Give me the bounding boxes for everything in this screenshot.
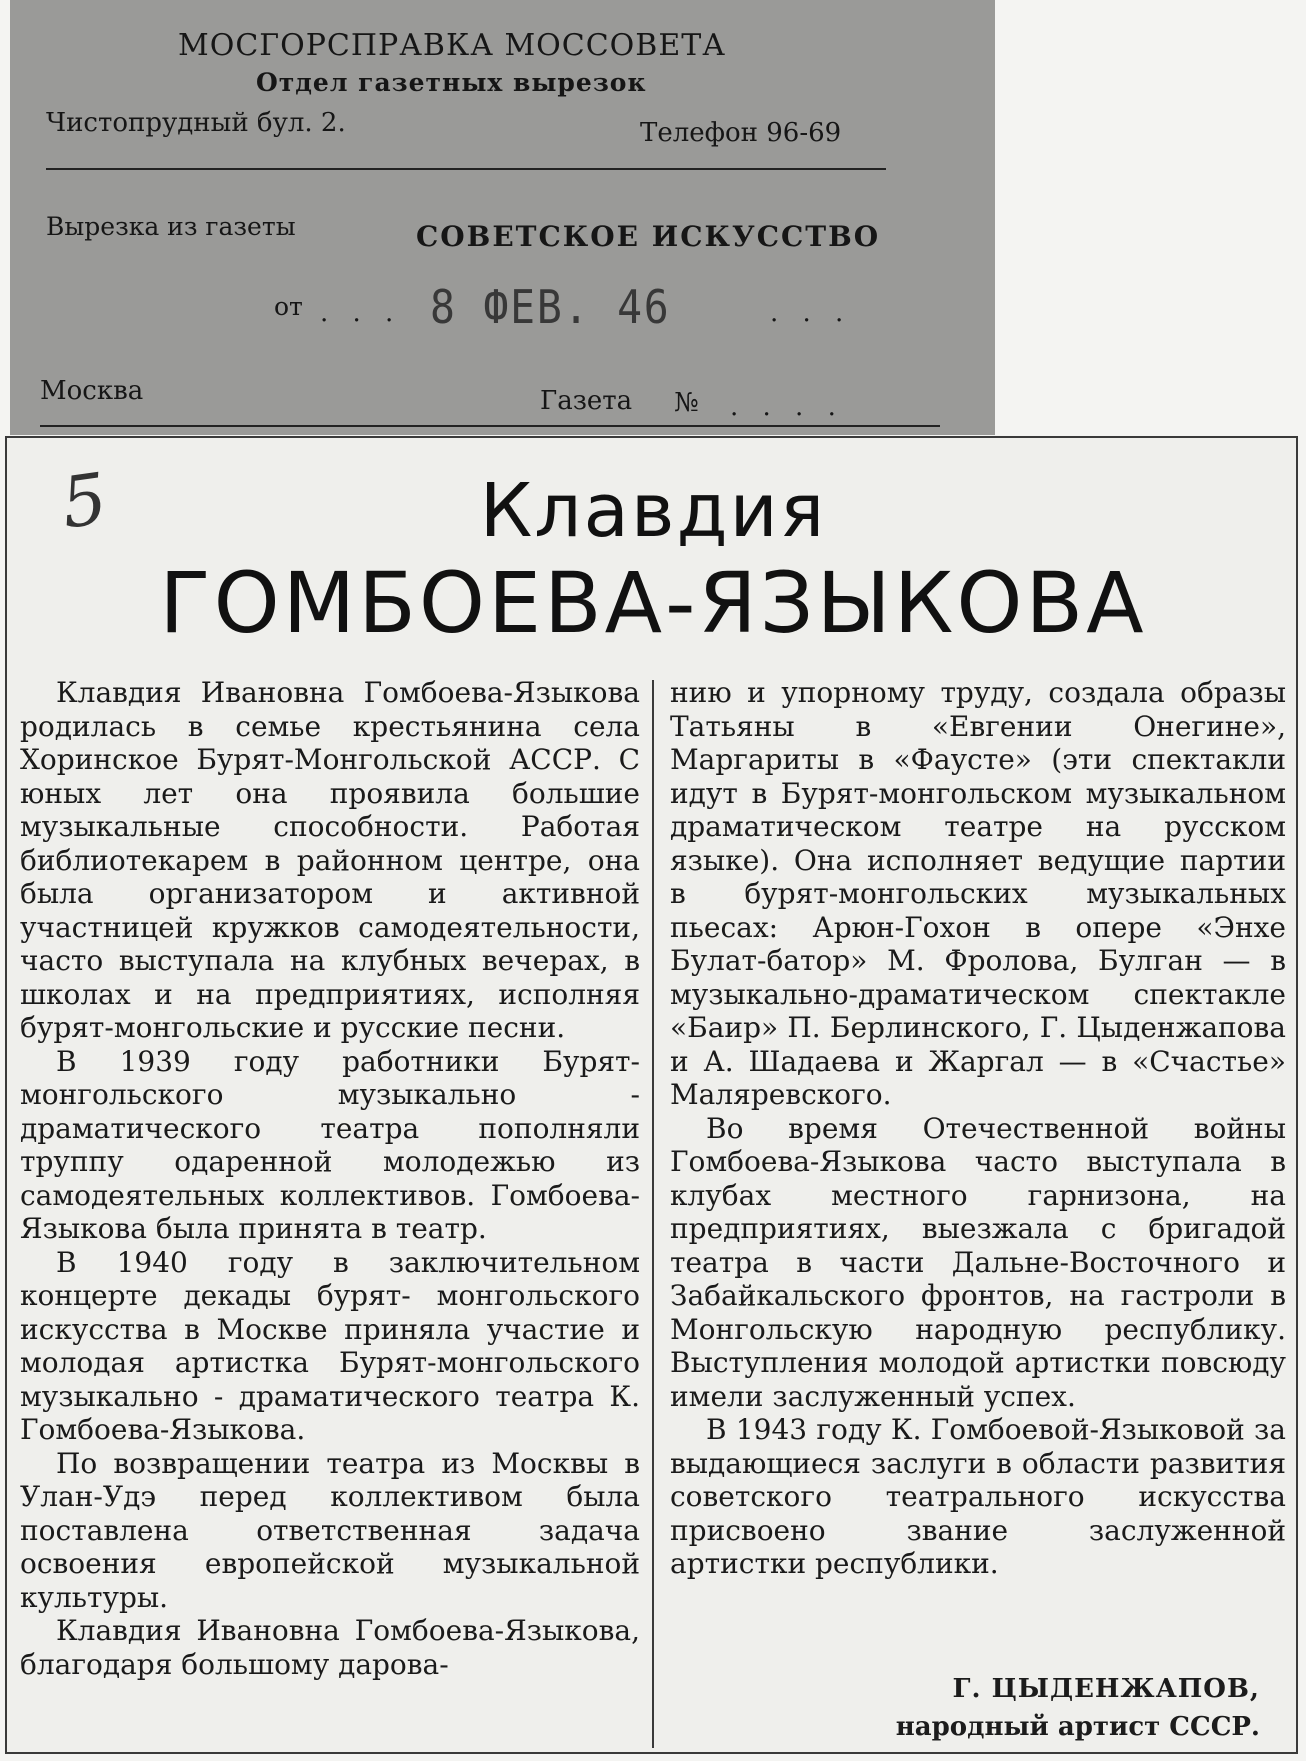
article-paragraph: Клавдия Ивановна Гомбоева-Языкова родилась в семье крестьянина села Хоринское Бурят-Монгольской АССР. С юных лет она проявила большие музыкальные способности. Работая библиотекарем в районном центре, она была организатором и активной участницей кружков самодеятельности, часто выступала на клубных вечерах, в школах и на предприятиях, исполняя бурят-монгольские и русские песни.	[20, 676, 640, 1044]
article-column-right	[670, 676, 1286, 1581]
stamp-dotted-leader: . . .	[770, 298, 852, 328]
stamp-address: Чистопрудный бул. 2.	[46, 108, 346, 138]
headline-first-name: Клавдия	[479, 468, 827, 554]
headline-surname: ГОМБОЕВА-ЯЗЫКОВА	[159, 554, 1147, 652]
column-divider	[652, 680, 654, 1748]
clipping-service-stamp	[10, 0, 995, 435]
article-paragraph: В 1940 году в заключительном концерте декады бурят- монгольского искусства в Москве приняла участие и молодая артистка Бурят-монгольского музыкально - драматического театра К. Гомбоева-Языкова.	[20, 1245, 640, 1446]
stamp-organization: МОСГОРСПРАВКА МОССОВЕТА	[178, 28, 726, 63]
handwritten-number: 5	[56, 457, 113, 545]
stamp-dotted-leader: . . .	[320, 298, 402, 328]
article-paragraph: В 1943 году К. Гомбоевой-Языковой за выдающиеся заслуги в области развития советского театрального искусства присвоено звание заслуженной артистки республики.	[670, 1413, 1286, 1580]
article-column-left	[20, 676, 640, 1681]
stamp-divider	[46, 168, 886, 170]
stamp-city: Москва	[40, 376, 144, 406]
stamp-newspaper-name: СОВЕТСКОЕ ИСКУССТВО	[416, 220, 881, 253]
stamp-phone: Телефон 96-69	[640, 118, 842, 148]
stamp-cut-label: Вырезка из газеты	[46, 212, 296, 241]
article-paragraph: По возвращении театра из Москвы в Улан-Удэ перед коллективом была поставлена ответственная задача освоения европейской музыкальной культуры.	[20, 1446, 640, 1614]
article-paragraph: Клавдия Ивановна Гомбоева-Языкова, благодаря большому дарова-	[20, 1614, 640, 1681]
stamp-divider	[40, 425, 940, 427]
stamp-dotted-leader: . . . .	[730, 392, 844, 422]
stamp-date: 8 ФЕВ. 46	[430, 280, 671, 334]
stamp-department: Отдел газетных вырезок	[256, 68, 647, 97]
stamp-from-label: от	[274, 292, 303, 321]
stamp-number-sign: №	[674, 388, 699, 418]
author-signature: Г. ЦЫДЕНЖАПОВ,	[952, 1674, 1260, 1704]
article-paragraph: нию и упорному труду, создала образы Татьяны в «Евгении Онегине», Маргариты в «Фаусте» (эти спектакли идут в Бурят-монгольском музыкальном драматическом театре на русском языке). Она исполняет ведущие партии в бурят-монгольских музыкальных пьесах: Арюн-Гохон в опере «Энхе Булат-батор» М. Фролова, Булган — в музыкально-драматическом спектакле «Баир» П. Берлинского, Г. Цыденжапова и А. Шадаева и Жаргал — в «Счастье» Маляревского.	[670, 676, 1286, 1111]
article-paragraph: В 1939 году работники Бурят-монгольского музыкально - драматического театра пополняли труппу одаренной молодежью из самодеятельных коллективов. Гомбоева-Языкова была принята в театр.	[20, 1044, 640, 1245]
author-title: народный артист СССР.	[895, 1712, 1260, 1742]
stamp-gazeta-label: Газета	[540, 386, 633, 416]
article-paragraph: Во время Отечественной войны Гомбоева-Языкова часто выступала в клубах местного гарнизона, на предприятиях, выезжала с бригадой театра в части Дальне-Восточного и Забайкальского фронтов, на гастроли в Монгольскую народную республику. Выступления молодой артистки повсюду имели заслуженный успех.	[670, 1111, 1286, 1413]
